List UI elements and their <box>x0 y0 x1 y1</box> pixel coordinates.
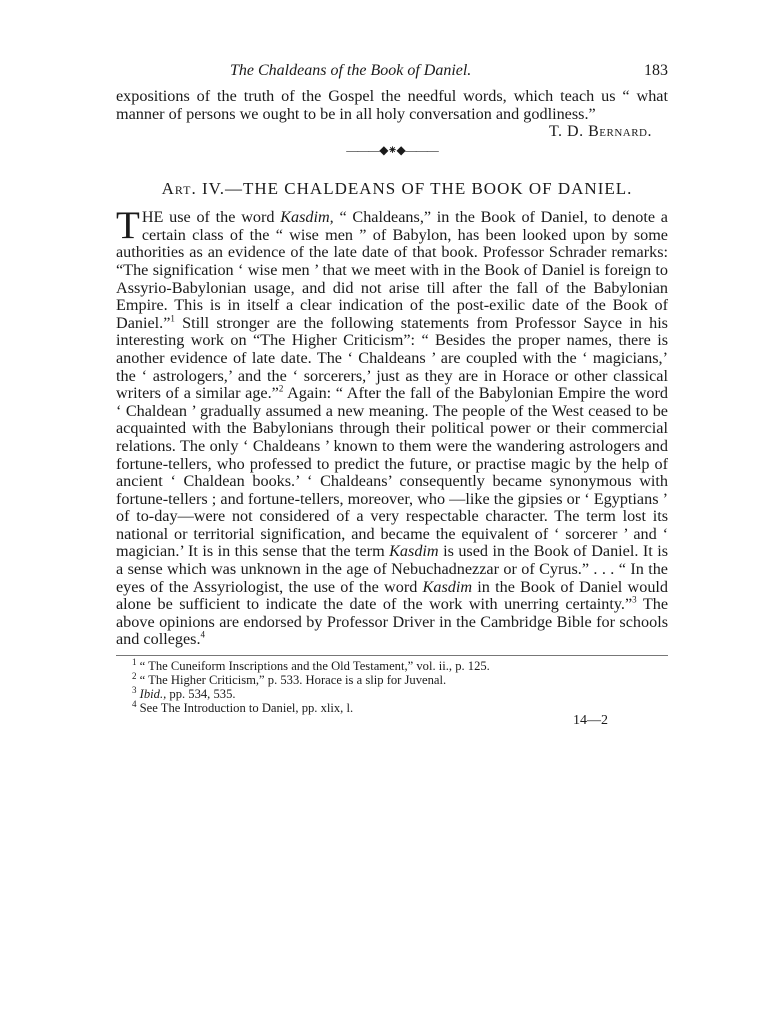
footnote-ref: 4 <box>200 630 206 641</box>
term-kasdim: Kasdim <box>422 577 473 596</box>
main-text-6: in the Book of Daniel would alone be sufficient to indicate the date of the work with unerring certainty.” <box>116 577 669 614</box>
page-number: 183 <box>644 62 668 79</box>
article-label: Art. IV. <box>161 179 225 199</box>
main-text-2: “ Chaldeans,” in the Book of Daniel, to denote a certain class of the “ wise men ” of Babylon, has been looked upon by some authorities as an evidence of the late date of that book. Professor Schrader remarks: “The signification ‘ wise men ’ that we meet with in the Book of Daniel is foreign to Assyrio-Babylonian usage, and did not arise till after the fall of the Babylonian Empire. This is in itself a clear indication of the post-exilic date of the Book of Daniel.” <box>116 208 668 332</box>
main-text-5: is used in the Book of Daniel. It is a sense which was unknown in the age of Nebuchadnezzar or of Cyrus.” . . . “ In the eyes of the Assyriologist, the use of the word <box>116 542 668 596</box>
term-kasdim: Kasdim <box>389 542 439 561</box>
article-title: —THE CHALDEANS OF THE BOOK OF DANIEL. <box>225 179 633 199</box>
article-heading <box>116 179 668 199</box>
main-paragraph <box>116 204 669 649</box>
footnote-ibid: Ibid., <box>139 687 167 702</box>
footnote <box>132 670 668 688</box>
footnote-text: pp. 534, 535. <box>166 687 236 702</box>
intro-paragraph: expositions of the truth of the Gospel the needful words, which teach us “ what manner of persons we ought to be in all holy conversation and godliness.” <box>116 87 668 123</box>
ornament-glyph: ———◆⁕◆——— <box>346 143 438 158</box>
footnote-number: 1 <box>132 656 137 667</box>
footnote-number: 4 <box>132 698 137 709</box>
running-header <box>116 62 668 88</box>
footnote-ref: 3 <box>632 594 637 605</box>
main-text-4: Again: “ After the fall of the Babylonian Empire the word ‘ Chaldean ’ gradually assumed a new meaning. The people of the West ceased to be acquainted with the Babylonians through their political power or their commercial relations. The only ‘ Chaldeans ’ known to them were the wandering astrologers and fortune-tellers, who professed to predict the future, or practise magic by the help of ancient ‘ Chaldean books.’ ‘ Chaldeans’ consequently became synonymous with fortune-tellers ; and fortune-tellers, moreover, who —like the gipsies or ‘ Egyptians ’ of to-day—were not considered of a very respectable character. The term lost its national or territorial signification, and became the equivalent of ‘ sorcerer ’ and ‘ magician.’ It is in this sense that the term <box>116 384 668 561</box>
text-body <box>116 88 668 649</box>
footnote <box>132 684 668 702</box>
running-title: The Chaldeans of the Book of Daniel. <box>230 62 472 79</box>
term-kasdim: Kasdim, <box>280 208 334 227</box>
main-text-7: The above opinions are endorsed by Professor Driver in the Cambridge Bible for schools and colleges. <box>116 595 669 649</box>
footnote-text: “ The Cuneiform Inscriptions and the Old Testament,” vol. ii., p. 125. <box>139 659 490 674</box>
footnote-ref: 1 <box>170 313 175 324</box>
page <box>116 62 668 729</box>
footnote-text: See The Introduction to Daniel, pp. xlix, l. <box>139 701 354 716</box>
footnote-number: 2 <box>132 670 137 681</box>
author-signature: T. D. Bernard. <box>548 123 652 141</box>
footnote-number: 3 <box>132 684 137 695</box>
main-text-1: HE use of the word <box>141 208 281 227</box>
footnotes <box>116 655 668 729</box>
printer-signature-mark: 14—2 <box>573 713 608 729</box>
footnote <box>132 656 668 674</box>
footnote-ref: 2 <box>278 383 284 394</box>
section-divider-ornament <box>116 143 668 165</box>
drop-cap: T <box>116 204 140 248</box>
footnote-text: “ The Higher Criticism,” p. 533. Horace is a slip for Juvenal. <box>139 673 447 688</box>
main-text-3: Still stronger are the following statements from Professor Sayce in his interesting work on “The Higher Criticism”: “ Besides the proper names, there is another evidence of late date. The ‘ Chaldeans ’ are coupled with the ‘ magicians,’ the ‘ astrologers,’ and the ‘ sorcerers,’ just as they are in Horace or other classical writers of a similar age.” <box>116 313 668 403</box>
